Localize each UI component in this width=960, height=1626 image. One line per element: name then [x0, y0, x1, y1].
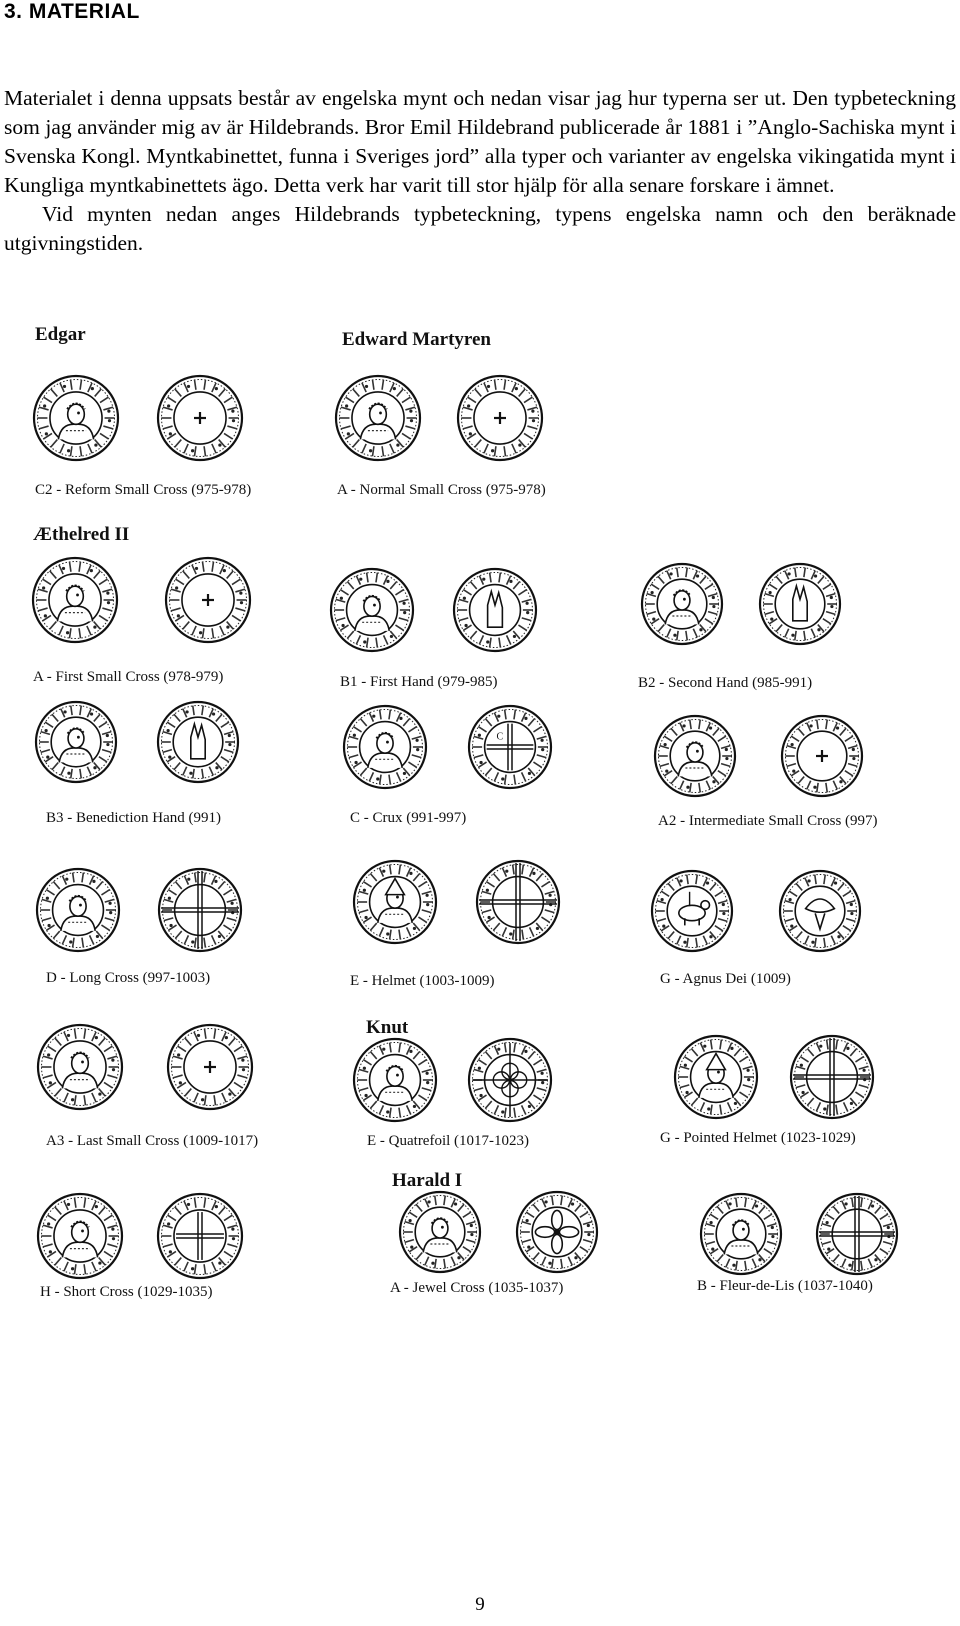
coin-reverse-image — [760, 564, 840, 644]
coin-obverse-image — [36, 702, 116, 782]
coin-reverse-image — [780, 871, 860, 951]
coin-type-label: H - Short Cross (1029-1035) — [40, 1284, 213, 1300]
coin-reverse-image — [469, 706, 551, 788]
coin-reverse-image — [791, 1036, 873, 1118]
coin-obverse-image — [354, 861, 436, 943]
coin-type — [36, 702, 238, 826]
coin-type-label: G - Agnus Dei (1009) — [660, 971, 791, 987]
coin-type — [331, 569, 536, 690]
coin-type — [697, 1194, 897, 1294]
coin-type-label: D - Long Cross (997-1003) — [46, 970, 211, 986]
section-heading: 3. MATERIAL — [4, 0, 140, 23]
coin-obverse-image — [336, 376, 420, 460]
ruler-heading: Edward Martyren — [342, 329, 491, 350]
coin-type — [350, 861, 559, 989]
coin-type — [354, 1039, 551, 1149]
coin-obverse-image — [38, 1194, 122, 1278]
coin-obverse-image — [354, 1039, 436, 1121]
coin-reverse-image — [168, 1025, 252, 1109]
coin-obverse-image — [344, 706, 426, 788]
coin-obverse-image — [400, 1192, 480, 1272]
coin-type-label: A2 - Intermediate Small Cross (997) — [658, 813, 878, 829]
coin-obverse-image — [37, 869, 119, 951]
coin-obverse-image — [331, 569, 413, 651]
coin-type-label: A3 - Last Small Cross (1009-1017) — [46, 1133, 259, 1149]
page-number: 9 — [475, 1594, 485, 1615]
coin-type-label: B3 - Benediction Hand (991) — [46, 810, 221, 826]
coin-type — [655, 716, 878, 829]
coin-type-label: B2 - Second Hand (985-991) — [638, 675, 813, 691]
coin-type-label: C - Crux (991-997) — [350, 810, 467, 826]
coin-type — [660, 1036, 873, 1146]
intro-paragraph-1: Materialet i denna uppsats består av engelska mynt och nedan visar jag hur typerna ser ut. Den typbeteckning som jag använder mig av är Hildebrands. Bror Emil Hildebrand publicerade år 1881 i ”Anglo-Sachiska mynt i Svenska Kongl. Myntkabinettet, funna i Sveriges jord” alla typer och varianter av engelska vikingatida mynt i Kungliga myntkabinettets ägo. Detta verk har varit till stor hjälp för alla senare forskare i ämnet. — [4, 86, 956, 197]
coin-type-label: G - Pointed Helmet (1023-1029) — [660, 1130, 856, 1146]
coin-reverse-image — [158, 702, 238, 782]
coin-type — [652, 871, 860, 987]
coin-type-label: E - Helmet (1003-1009) — [350, 973, 495, 989]
coin-type-label: C2 - Reform Small Cross (975-978) — [35, 482, 252, 498]
coin-reverse-image — [454, 569, 536, 651]
coin-type-label: A - First Small Cross (978-979) — [33, 669, 224, 685]
coin-obverse-image — [652, 871, 732, 951]
coin-type — [344, 706, 551, 826]
coin-type-label: B - Fleur-de-Lis (1037-1040) — [697, 1278, 873, 1294]
coin-type — [38, 1194, 242, 1300]
coin-obverse-image — [701, 1194, 781, 1274]
coin-obverse-image — [642, 564, 722, 644]
coin-reverse-image — [458, 376, 542, 460]
coin-reverse-image — [158, 376, 242, 460]
coin-type — [34, 376, 251, 498]
coin-reverse-image — [517, 1192, 597, 1272]
ruler-heading: Æthelred II — [33, 524, 130, 545]
coin-reverse-image — [158, 1194, 242, 1278]
ruler-heading: Harald I — [392, 1170, 463, 1191]
coin-type-label: A - Jewel Cross (1035-1037) — [390, 1280, 564, 1296]
coin-type-label: A - Normal Small Cross (975-978) — [337, 482, 546, 498]
coin-obverse-image — [675, 1036, 757, 1118]
coin-type — [38, 1025, 258, 1149]
coin-reverse-image — [782, 716, 862, 796]
coin-obverse-image — [655, 716, 735, 796]
coin-reverse-image — [469, 1039, 551, 1121]
coin-obverse-image — [33, 558, 117, 642]
svg-text:C: C — [496, 731, 504, 743]
coin-type — [37, 869, 241, 986]
coin-type — [33, 558, 250, 685]
coin-type — [638, 564, 840, 691]
coin-reverse-image — [817, 1194, 897, 1274]
coin-reverse-image — [166, 558, 250, 642]
coin-reverse-image — [477, 861, 559, 943]
coin-type-label: E - Quatrefoil (1017-1023) — [367, 1133, 530, 1149]
coin-type — [390, 1192, 597, 1296]
coin-reverse-image — [159, 869, 241, 951]
intro-paragraph-2: Vid mynten nedan anges Hildebrands typbeteckning, typens engelska namn och den beräknade utgivningstiden. — [4, 202, 956, 255]
coin-type — [336, 376, 546, 498]
ruler-heading: Edgar — [35, 324, 86, 345]
coin-obverse-image — [38, 1025, 122, 1109]
coin-obverse-image — [34, 376, 118, 460]
coin-type-label: B1 - First Hand (979-985) — [340, 674, 498, 690]
ruler-heading: Knut — [366, 1017, 409, 1038]
